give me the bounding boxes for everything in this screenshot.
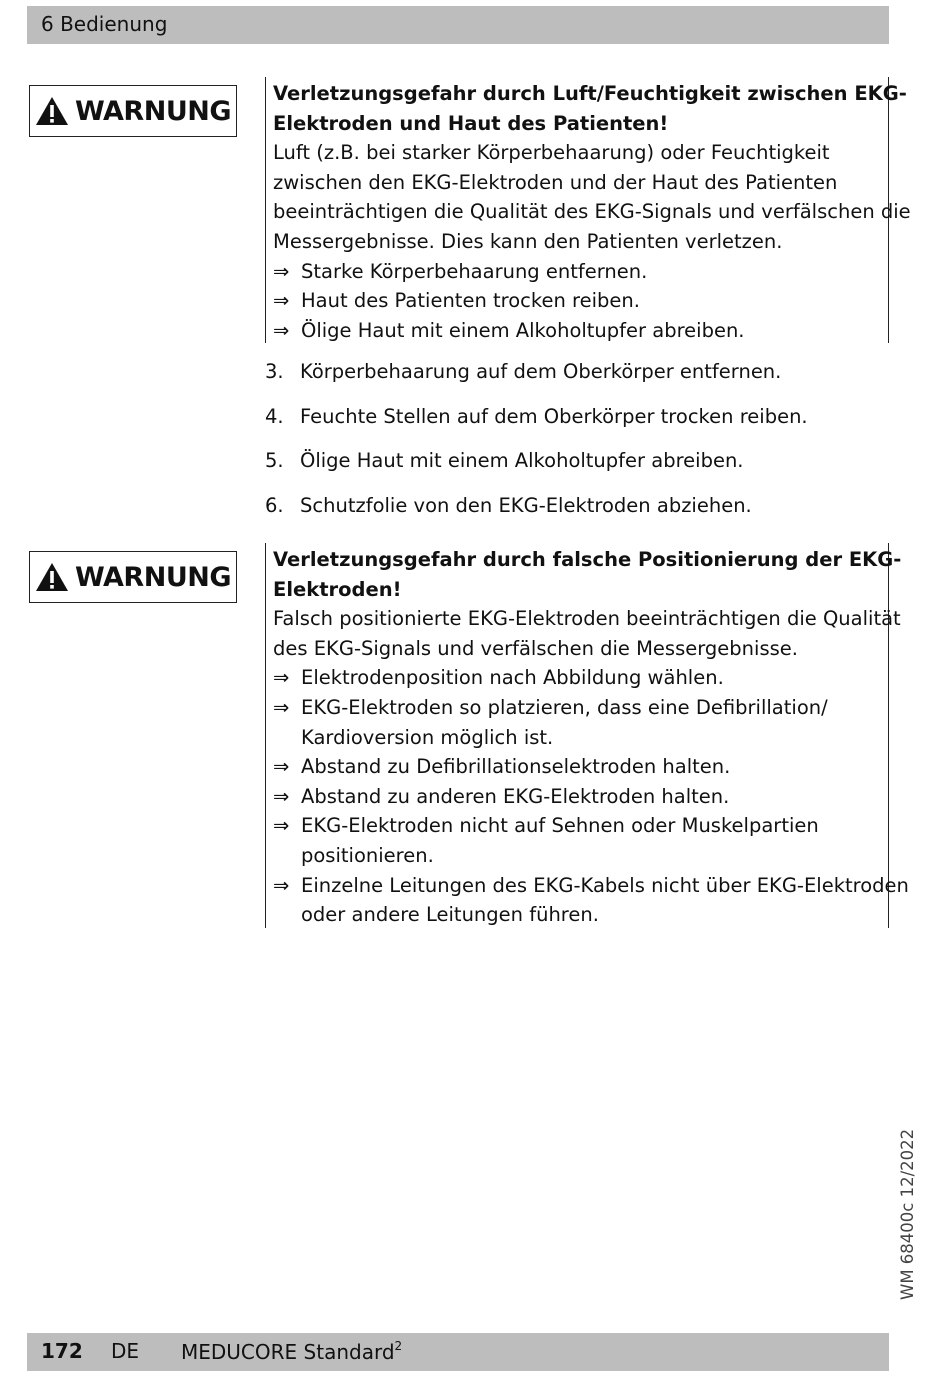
list-item [265,446,885,491]
step-text: Ölige Haut mit einem Alkoholtupfer abreiben. [300,449,744,472]
page-header [27,6,889,44]
instruction-bullet: ⇒ Abstand zu anderen EKG-Elektroden halten. [273,782,888,812]
arrow-right-icon: ⇒ [273,814,290,838]
instruction-bullet: ⇒ Einzelne Leitungen des EKG-Kabels nicht über EKG-Elektroden oder andere Leitungen führen. [273,871,888,930]
instruction-bullet: ⇒ Starke Körperbehaarung entfernen. [273,257,888,287]
step-number: 5. [265,449,284,472]
list-item [265,402,885,447]
warning-box-1 [265,77,911,343]
step-number: 6. [265,493,284,517]
warning-body-line: zwischen den EKG-Elektroden und der Haut des Patienten [273,170,838,194]
instruction-bullet: ⇒ Abstand zu Defibrillationselektroden halten. [273,752,888,782]
warning-body-line: Falsch positionierte EKG-Elektroden beeinträchtigen die Qualität [273,607,901,631]
step-text: Körperbehaarung auf dem Oberkörper entfernen. [300,360,782,383]
instruction-bullet: ⇒ Haut des Patienten trocken reiben. [273,286,888,316]
product-superscript: 2 [394,1339,403,1353]
arrow-right-icon: ⇒ [273,695,290,719]
step-number: 4. [265,404,284,428]
list-item [265,357,885,402]
warning-body-line: des EKG-Signals und verfälschen die Messergebnisse. [273,636,798,660]
step-number: 3. [265,360,284,383]
warning-label-text: WARNUNG [74,95,232,127]
warning-body-line: Luft (z.B. bei starker Körperbehaarung) oder Feuchtigkeit [273,141,830,165]
instruction-bullet: ⇒ EKG-Elektroden so platzieren, dass eine Defibrillation/ Kardioversion möglich ist. [273,693,888,752]
warning-title-line: Elektroden! [273,577,402,601]
warning-triangle-icon [35,562,69,592]
arrow-right-icon: ⇒ [273,755,290,779]
step-text: Schutzfolie von den EKG-Elektroden abziehen. [300,493,752,517]
step-text: Feuchte Stellen auf dem Oberkörper trocken reiben. [300,404,808,428]
page-number: 172 [41,1339,83,1363]
arrow-right-icon: ⇒ [273,873,290,897]
chapter-title: 6 Bedienung [41,12,168,36]
step-list [265,357,885,535]
warning-title-line: Elektroden und Haut des Patienten! [273,111,669,135]
instruction-bullet: ⇒ EKG-Elektroden nicht auf Sehnen oder Muskelpartien positionieren. [273,811,888,870]
instruction-bullet: ⇒ Ölige Haut mit einem Alkoholtupfer abreiben. [273,316,888,346]
product-name: MEDUCORE Standard$^2$ [181,1339,403,1364]
warning-body-line: beeinträchtigen die Qualität des EKG-Signals und verfälschen die [273,200,911,224]
warning-label-2 [29,551,237,603]
page-footer [27,1333,889,1371]
warning-body-line: Messergebnisse. Dies kann den Patienten verletzen. [273,229,783,253]
warning-triangle-icon [35,96,69,126]
warning-title-line: Verletzungsgefahr durch Luft/Feuchtigkeit zwischen EKG- [273,82,907,105]
warning-label-text: WARNUNG [74,561,232,593]
arrow-right-icon: ⇒ [273,666,290,690]
arrow-right-icon: ⇒ [273,784,290,808]
list-item [265,491,885,536]
arrow-right-icon: ⇒ [273,259,290,283]
instruction-bullet: ⇒ Elektrodenposition nach Abbildung wählen. [273,663,888,693]
document-code: WM 68400c 12/2022 [898,1128,917,1300]
warning-label-1 [29,85,237,137]
arrow-right-icon: ⇒ [273,318,290,342]
warning-title-line: Verletzungsgefahr durch falsche Positionierung der EKG- [273,548,902,571]
arrow-right-icon: ⇒ [273,289,290,313]
warning-box-2 [265,543,909,928]
language-code: DE [111,1339,140,1363]
